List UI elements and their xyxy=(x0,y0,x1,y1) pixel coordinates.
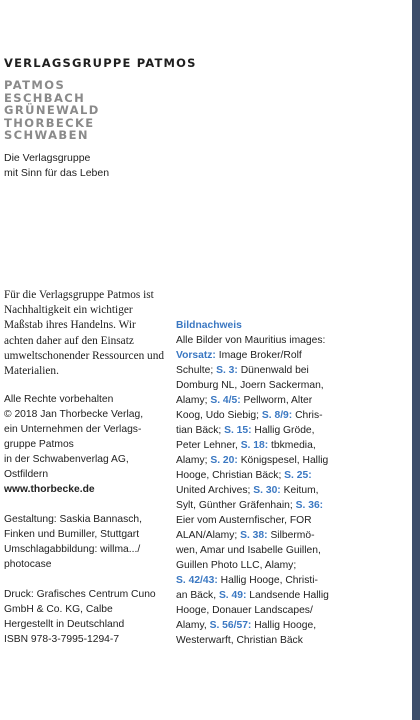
publisher-block xyxy=(4,56,304,181)
design-line: Umschlagabbildung: willma.../ xyxy=(4,544,141,555)
credit-text: Königspesel, Hallig xyxy=(237,455,329,466)
rights-line: © 2018 Jan Thorbecke Verlag, xyxy=(4,409,144,420)
credit-text: Image Broker/Rolf xyxy=(215,350,302,361)
publisher-tagline xyxy=(4,151,304,181)
credit-text: wen, Amar und Isabelle Guillen, xyxy=(176,545,321,556)
rights-block xyxy=(4,392,169,497)
credit-text: Hallig Hooge, xyxy=(251,620,317,631)
page-reference: S. 25: xyxy=(284,470,312,481)
credit-text: Landsende Hallig xyxy=(246,590,329,601)
imprint-thorbecke: THORBECKE xyxy=(4,115,95,130)
credit-line xyxy=(176,573,336,588)
credit-line xyxy=(176,588,336,603)
credit-text: Alamy; xyxy=(176,455,211,466)
print-line: GmbH & Co. KG, Calbe xyxy=(4,604,113,615)
credit-text: Koog, Udo Siebig; xyxy=(176,410,262,421)
credit-text: Schulte; xyxy=(176,365,217,376)
page-reference: S. 42/43: xyxy=(176,575,218,586)
credit-text: an Bäck, xyxy=(176,590,219,601)
credit-line xyxy=(176,348,336,363)
credit-text: Alamy, xyxy=(176,620,210,631)
page-reference: S. 49: xyxy=(218,590,247,601)
credit-line xyxy=(176,498,336,513)
credit-text: Chris- xyxy=(292,410,323,421)
imprint-eschbach: ESCHBACH xyxy=(4,90,86,105)
credit-text: tian Bäck; xyxy=(176,425,225,436)
rights-line: Alle Rechte vorbehalten xyxy=(4,394,114,405)
credit-text: Hooge, Donauer Landscapes/ xyxy=(176,605,313,616)
page-reference: S. 38: xyxy=(240,530,268,541)
print-line: Hergestellt in Deutschland xyxy=(4,619,125,630)
credit-line xyxy=(176,483,336,498)
imprint-gruenewald: GRÜNEWALD xyxy=(4,103,100,118)
credit-line xyxy=(176,513,336,528)
credits-body xyxy=(176,333,336,648)
credit-line xyxy=(176,423,336,438)
credit-text: Domburg NL, Joern Sackerman, xyxy=(176,380,324,391)
page-reference: S. 20: xyxy=(210,455,238,466)
page-reference: S. 15: xyxy=(224,425,252,436)
credit-text: Dünenwald bei xyxy=(237,365,309,376)
isbn: ISBN 978-3-7995-1294-7 xyxy=(4,634,120,645)
credit-text: Sylt, Günther Gräfenhain; xyxy=(176,500,296,511)
rights-line: ein Unternehmen der Verlags- xyxy=(4,424,142,435)
page-reference: S. 30: xyxy=(253,485,281,496)
credit-text: Hooge, Christian Bäck; xyxy=(176,470,285,481)
tagline-line: Die Verlagsgruppe xyxy=(4,151,91,164)
credit-text: United Archives; xyxy=(176,485,254,496)
imprint-legal-column xyxy=(4,392,169,662)
sustainability-statement: Für die Verlagsgruppe Patmos ist Nachhaltigkeit ein wichtiger Maßstab ihres Handelns. Wir achten daher auf den Einsatz umweltschonender Ressourcen und Materialien. xyxy=(4,289,164,378)
rights-line: Ostfildern xyxy=(4,469,49,480)
credit-line xyxy=(176,603,336,618)
imprint-schwaben: SCHWABEN xyxy=(4,128,89,143)
credit-text: Alle Bilder von Mauritius images: xyxy=(176,335,326,346)
page-reference: S. 18: xyxy=(240,440,269,451)
design-line: photocase xyxy=(4,559,52,570)
design-block xyxy=(4,512,169,572)
credit-line xyxy=(176,468,336,483)
credit-line xyxy=(176,558,336,573)
page-reference: S. 56/57: xyxy=(209,620,252,631)
rights-line: in der Schwabenverlag AG, xyxy=(4,454,129,465)
credit-text: Guillen Photo LLC, Alamy; xyxy=(176,560,297,571)
page-reference: S. 8/9: xyxy=(261,410,293,421)
credit-line xyxy=(176,618,336,633)
credit-text: Pellworm, Alter xyxy=(240,395,313,406)
page-reference: S. 3: xyxy=(216,365,238,376)
page-edge-bar xyxy=(412,0,420,720)
credit-text: Alamy; xyxy=(176,395,211,406)
credit-text: Eier vom Austernfischer, FOR xyxy=(176,515,312,526)
imprint-list xyxy=(4,79,304,142)
design-line: Finken und Bumiller, Stuttgart xyxy=(4,529,140,540)
credit-line xyxy=(176,363,336,378)
print-block xyxy=(4,587,169,647)
credit-line xyxy=(176,453,336,468)
credit-line xyxy=(176,333,336,348)
credit-line xyxy=(176,543,336,558)
credit-line xyxy=(176,408,336,423)
tagline-line: mit Sinn für das Leben xyxy=(4,166,110,179)
publisher-heading: VERLAGSGRUPPE PATMOS xyxy=(4,56,197,70)
design-line: Gestaltung: Saskia Bannasch, xyxy=(4,514,142,525)
credit-text: tbkmedia, xyxy=(268,440,316,451)
credit-line xyxy=(176,378,336,393)
credit-text: Peter Lehner, xyxy=(176,440,241,451)
page-reference: S. 36: xyxy=(295,500,324,511)
website-link[interactable]: www.thorbecke.de xyxy=(4,484,95,495)
imprint-patmos: PATMOS xyxy=(4,78,66,92)
credit-text: Keitum, xyxy=(280,485,319,496)
credit-line xyxy=(176,633,336,648)
credit-line xyxy=(176,528,336,543)
credit-line xyxy=(176,438,336,453)
credit-text: Hallig Gröde, xyxy=(251,425,315,436)
credit-line xyxy=(176,393,336,408)
credit-text: Silbermö- xyxy=(267,530,315,541)
page-reference: Vorsatz: xyxy=(176,350,216,361)
photo-credits-column xyxy=(176,318,336,648)
print-line: Druck: Grafisches Centrum Cuno xyxy=(4,589,156,600)
credit-text: ALAN/Alamy; xyxy=(176,530,241,541)
page-reference: S. 4/5: xyxy=(210,395,241,406)
rights-line: gruppe Patmos xyxy=(4,439,74,450)
credits-heading: Bildnachweis xyxy=(176,320,242,331)
credit-text: Hallig Hooge, Christi- xyxy=(217,575,318,586)
credit-text: Westerwarft, Christian Bäck xyxy=(176,635,303,646)
